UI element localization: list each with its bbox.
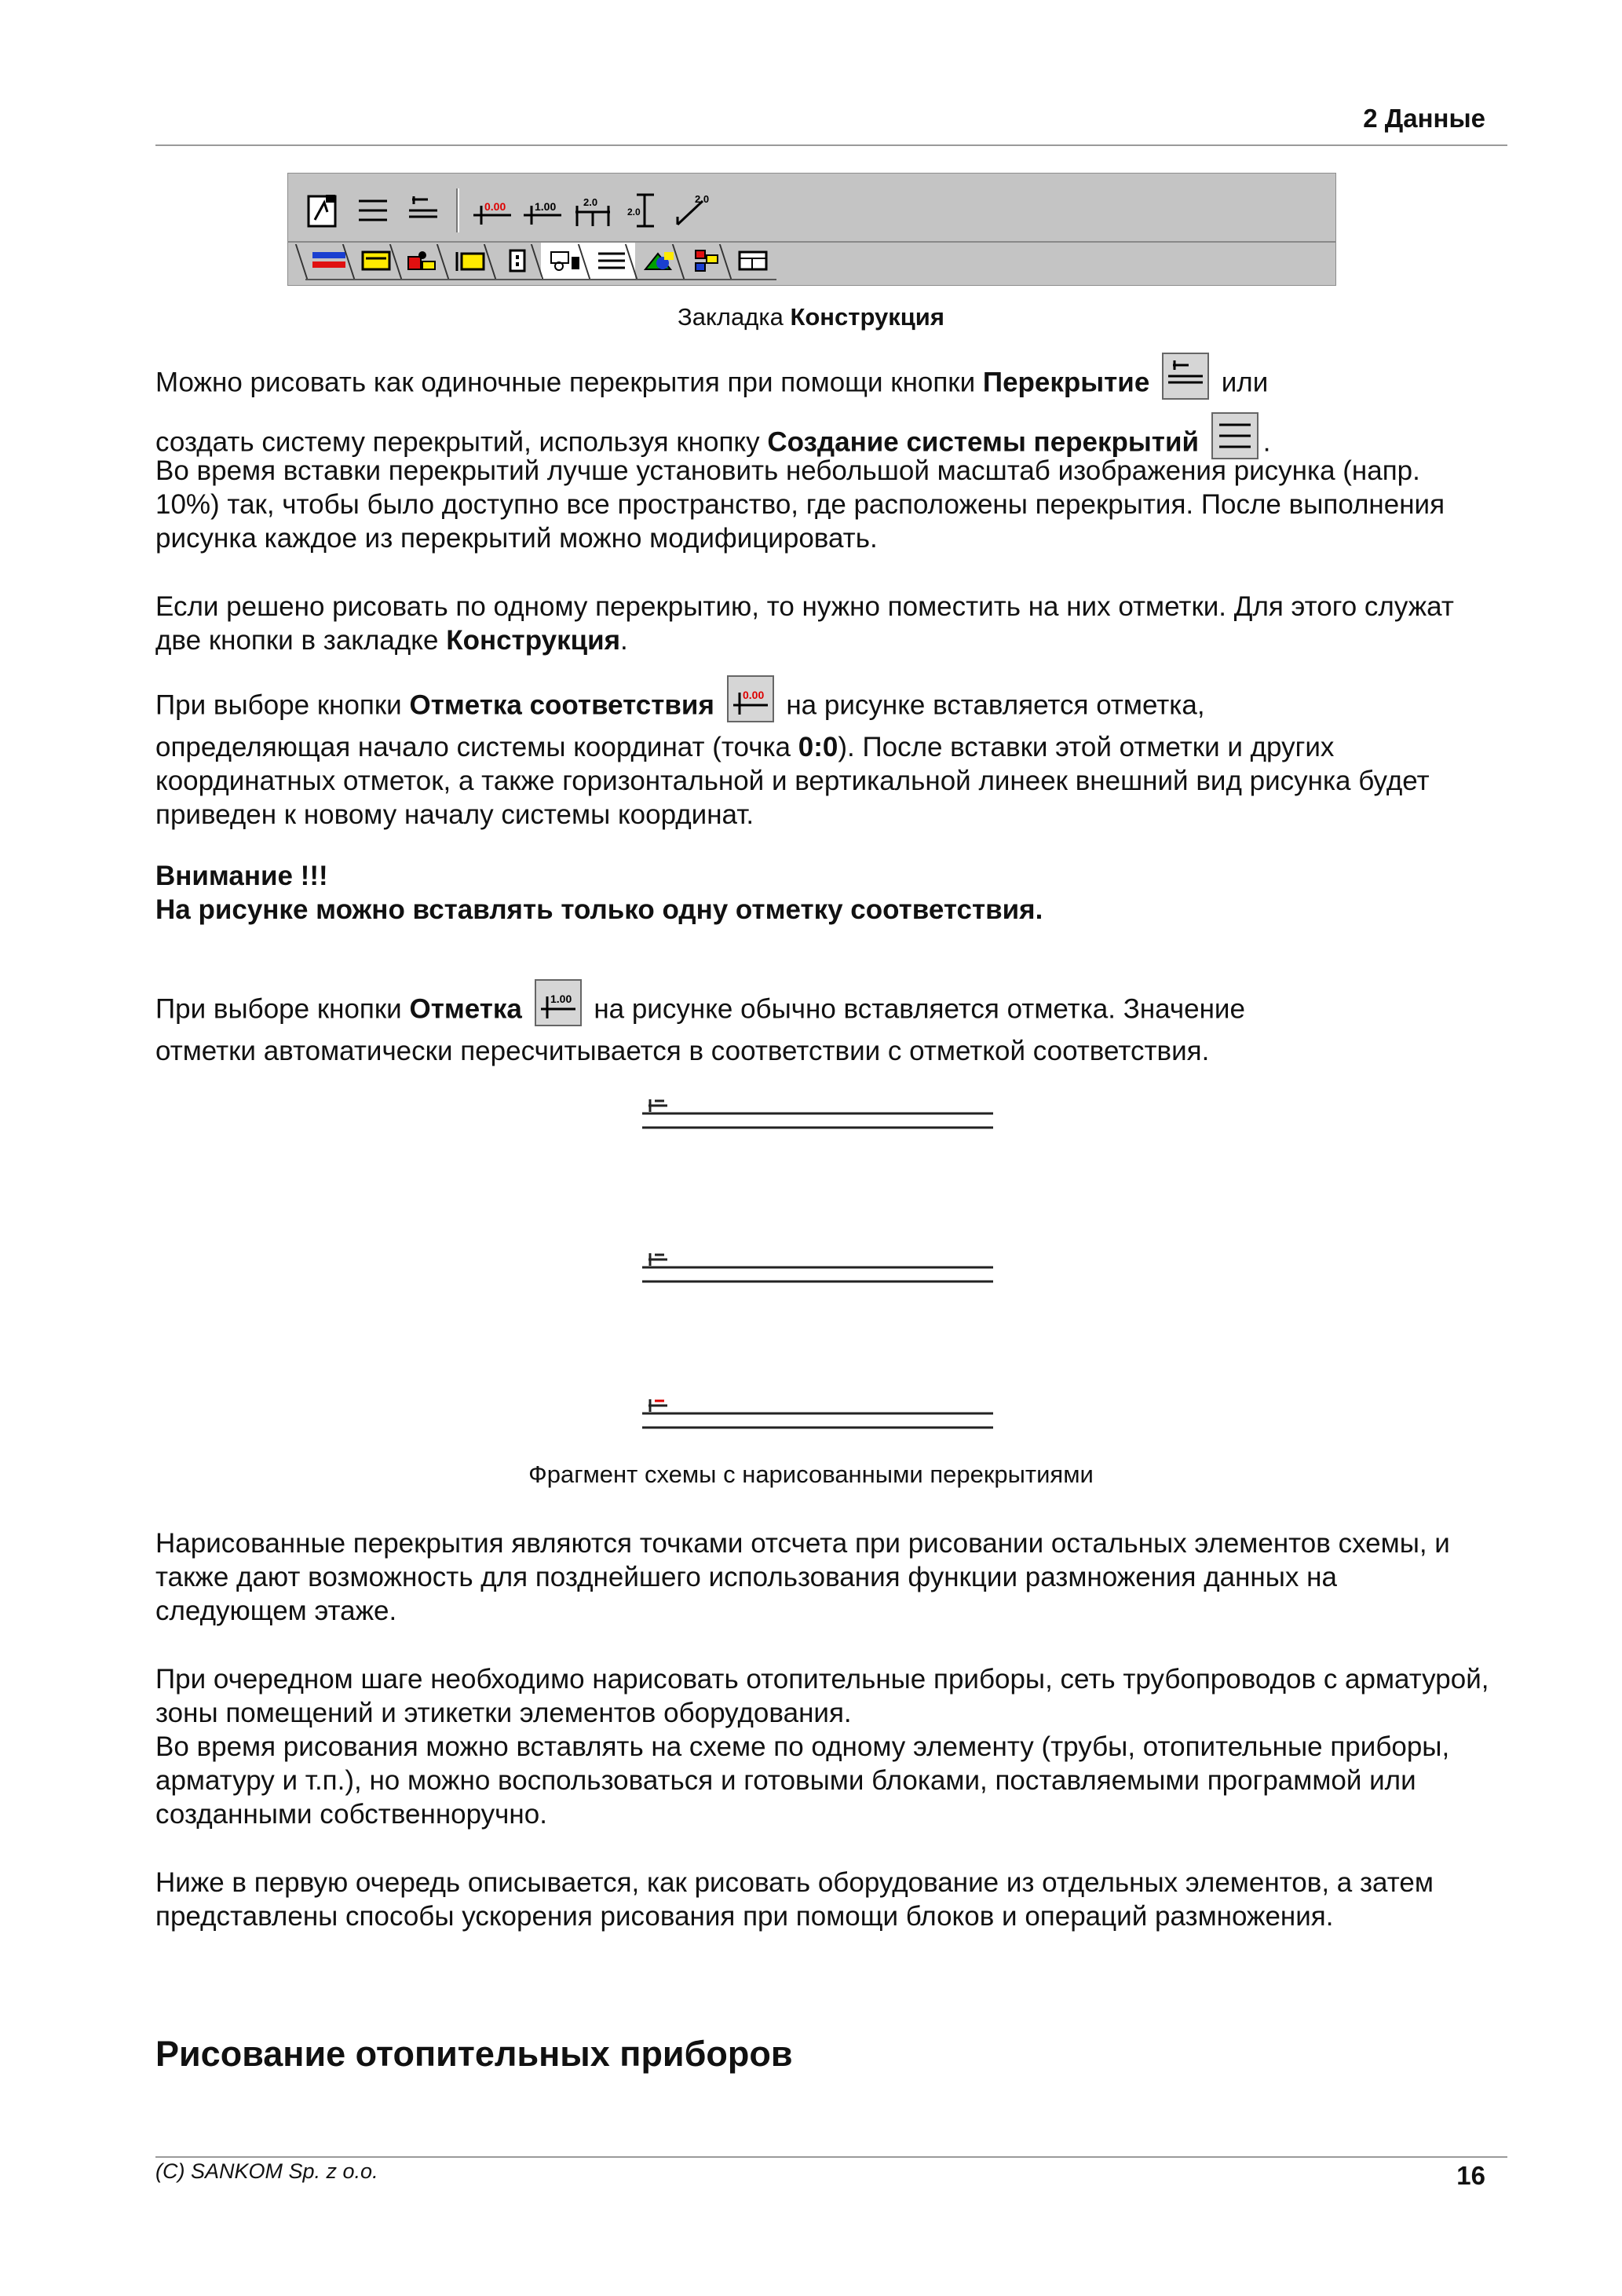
p5-text-2: определяющая начало системы координат (точка [155, 732, 798, 762]
warning-title: Внимание !!! [155, 861, 328, 891]
svg-text:2.0: 2.0 [583, 196, 598, 208]
floor-line-2 [642, 1253, 993, 1281]
footer-divider [155, 2156, 1507, 2158]
p5-tail: на рисунке вставляется отметка, [786, 689, 1205, 721]
p6-text: При выборе кнопки [155, 993, 410, 1025]
p4-bold: Конструкция [446, 625, 621, 656]
reference-level-icon[interactable] [470, 188, 514, 232]
p2-text: создать систему перекрытий, используя кнопку [155, 426, 768, 458]
radiator-tab-icon[interactable] [353, 243, 400, 280]
p1-bold: Перекрытие [982, 367, 1150, 398]
drawing-frame-icon[interactable] [301, 188, 345, 232]
section-heading: Рисование отопительных приборов [155, 2034, 793, 2074]
header-title: 2 Данные [1363, 104, 1485, 133]
svg-text:1.00: 1.00 [535, 200, 557, 213]
zones-tab-icon[interactable] [635, 243, 682, 280]
caption-bold: Конструкция [790, 303, 944, 331]
paragraph-7: Нарисованные перекрытия являются точками отсчета при рисовании остальных элементов схемы, и также дают возможность для позднейшего использования функции размножения данных на следующем этаже. [155, 1528, 1450, 1626]
footer-copyright: (C) SANKOM Sp. z o.o. [155, 2159, 378, 2183]
svg-text:0.00: 0.00 [484, 200, 506, 213]
floor-line-1 [642, 1099, 993, 1128]
p4-tail: . [620, 625, 628, 656]
p5-text-3: ). После вставки этой отметки и других координатных отметок, а также горизонтальной и вертикальной линеек внешний вид рисунка будет приведен к новому началу системы координат. [155, 732, 1430, 830]
dimension-vertical-icon[interactable] [621, 188, 665, 232]
construction-toolbar [287, 173, 1336, 286]
construction-tab-icon[interactable] [588, 243, 635, 280]
svg-text:2.0: 2.0 [695, 193, 710, 205]
valve-tab-icon[interactable] [400, 243, 447, 280]
paragraph-6 [155, 987, 1490, 1068]
paragraph-9: Во время рисования можно вставлять на схеме по одному элементу (трубы, отопительные приборы, арматуру и т.п.), но можно воспользоваться и готовыми блоками, поставляемыми программой или созданными собственноручно. [155, 1731, 1450, 1830]
accessory-tab-icon[interactable] [541, 243, 588, 280]
header-divider [155, 144, 1507, 146]
schema-caption: Фрагмент схемы с нарисованными перекрытиями [528, 1461, 1094, 1488]
fitting-tab-icon[interactable] [447, 243, 494, 280]
toolbar-caption [0, 303, 1622, 331]
paragraph-4 [155, 590, 1490, 657]
pipes-tab-icon[interactable] [305, 243, 353, 280]
floor-system-icon[interactable] [351, 188, 395, 232]
paragraph-8: При очередном шаге необходимо нарисовать отопительные приборы, сеть трубопроводов с арматурой, зоны помещений и этикетки элементов оборудования. [155, 1664, 1489, 1728]
level-mark-button-icon[interactable] [535, 979, 582, 1026]
p2-bold: Создание системы перекрытий [767, 426, 1199, 458]
svg-text:2.0: 2.0 [627, 207, 641, 218]
p4-text: Если решено рисовать по одному перекрытию, то нужно поместить на них отметки. Для этого служат две кнопки в закладке [155, 591, 1454, 656]
device-tab-icon[interactable] [494, 243, 541, 280]
floor-line-3 [642, 1399, 993, 1428]
floor-icon[interactable] [401, 188, 445, 232]
p1-text: Можно рисовать как одиночные перекрытия при помощи кнопки [155, 367, 983, 398]
caption-text: Закладка [678, 303, 791, 331]
p2-tail: . [1262, 426, 1271, 458]
paragraph-1 [155, 360, 1490, 408]
labels-tab-icon[interactable] [682, 243, 729, 280]
p6-bold: Отметка [409, 993, 522, 1025]
svg-text:1.00: 1.00 [550, 993, 572, 1005]
p5-bold-2: 0:0 [798, 732, 838, 762]
reference-level-button-icon[interactable] [727, 675, 774, 722]
warning-text: На рисунке можно вставлять только одну отметку соответствия. [155, 894, 1043, 925]
paragraph-3: Во время вставки перекрытий лучше установить небольшой масштаб изображения рисунка (напр. 10%) так, чтобы было доступно все пространство, где расположены перекрытия. После выполнения рисунка каждое из перекрытий можно модифицировать. [155, 455, 1445, 554]
svg-text:0.00: 0.00 [742, 689, 764, 701]
p1-tail: или [1214, 367, 1269, 398]
level-mark-icon[interactable] [521, 188, 564, 232]
paragraph-5 [155, 683, 1490, 832]
floor-button-icon[interactable] [1162, 353, 1209, 400]
p6-tail: на рисунке обычно вставляется отметка. Значение [594, 993, 1245, 1025]
slope-icon[interactable] [671, 188, 715, 232]
floors-schema-figure [636, 1084, 1005, 1445]
p5-bold: Отметка соответствия [409, 689, 714, 721]
p5-text: При выборе кнопки [155, 689, 410, 721]
paragraph-10: Ниже в первую очередь описывается, как рисовать оборудование из отдельных элементов, а затем представлены способы ускорения рисования при помощи блоков и операций размножения. [155, 1867, 1434, 1932]
dimension-horizontal-icon[interactable] [571, 188, 615, 232]
toolbar-separator [456, 188, 459, 232]
floor-system-button-icon[interactable] [1211, 412, 1259, 459]
page-number: 16 [1456, 2161, 1485, 2190]
blocks-tab-icon[interactable] [729, 243, 776, 280]
p6-text-2: отметки автоматически пересчитывается в соответствии с отметкой соответствия. [155, 1036, 1210, 1066]
